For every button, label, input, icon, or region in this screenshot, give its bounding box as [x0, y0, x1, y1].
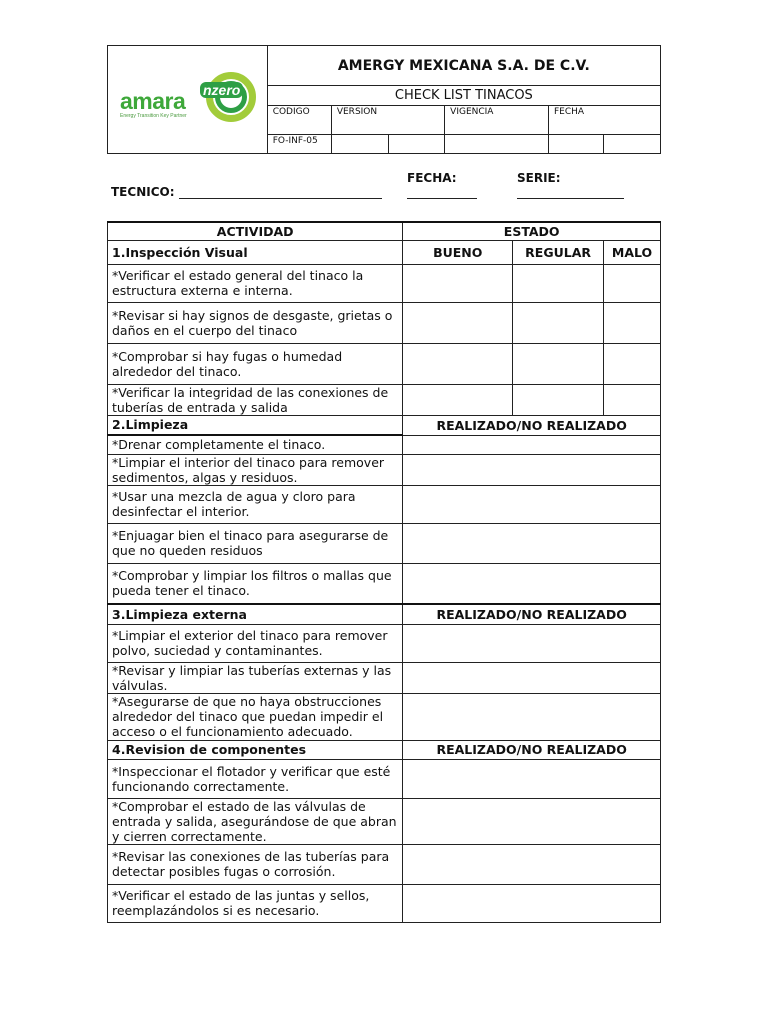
codigo-label: CODIGO: [267, 106, 331, 135]
table-row: [108, 454, 661, 485]
checklist-table: [107, 221, 661, 923]
realizado-cell[interactable]: [403, 662, 661, 693]
malo-cell[interactable]: [604, 343, 661, 384]
activity-text: *Comprobar si hay fugas o humedad alrededor del tinaco.: [108, 343, 403, 384]
activity-text: *Inspeccionar el flotador y verificar que esté funcionando correctamente.: [108, 759, 403, 798]
bueno-cell[interactable]: [403, 343, 513, 384]
realizado-cell[interactable]: [403, 693, 661, 740]
fecha-value-1[interactable]: [548, 135, 604, 154]
activity-text: *Verificar el estado de las juntas y sellos, reemplazándolos si es necesario.: [108, 884, 403, 922]
realizado-header: REALIZADO/NO REALIZADO: [403, 740, 661, 759]
serie-field-label: SERIE:: [517, 171, 561, 185]
realizado-cell[interactable]: [403, 454, 661, 485]
logo-tagline: Energy Transition Key Partner: [120, 113, 187, 119]
regular-cell[interactable]: [513, 384, 604, 415]
bueno-cell[interactable]: [403, 302, 513, 343]
activity-text: *Limpiar el interior del tinaco para remover sedimentos, algas y residuos.: [108, 454, 403, 485]
table-row: [108, 798, 661, 844]
realizado-cell[interactable]: [403, 485, 661, 523]
codigo-value: FO-INF-05: [267, 135, 331, 154]
realizado-cell[interactable]: [403, 884, 661, 922]
fecha-value-2[interactable]: [604, 135, 661, 154]
regular-cell[interactable]: [513, 302, 604, 343]
table-row: [108, 693, 661, 740]
table-row: [108, 264, 661, 302]
activity-text: *Drenar completamente el tinaco.: [108, 435, 403, 454]
table-row: [108, 884, 661, 922]
activity-text: *Comprobar el estado de las válvulas de entrada y salida, asegurándose de que abran y cierren correctamente.: [108, 798, 403, 844]
section-title-inspeccion: 1.Inspección Visual: [108, 240, 403, 264]
company-logo: [118, 72, 268, 130]
vigencia-label: VIGENCIA: [445, 106, 549, 135]
activity-text: *Revisar si hay signos de desgaste, grietas o daños en el cuerpo del tinaco: [108, 302, 403, 343]
estado-header: ESTADO: [403, 222, 661, 240]
table-row: [108, 485, 661, 523]
table-row: [108, 563, 661, 604]
realizado-cell[interactable]: [403, 798, 661, 844]
table-row: [108, 662, 661, 693]
logo-brand-text: amara: [120, 88, 186, 114]
table-row: [108, 624, 661, 662]
activity-text: *Revisar las conexiones de las tuberías para detectar posibles fugas o corrosión.: [108, 844, 403, 884]
regular-cell[interactable]: [513, 343, 604, 384]
activity-text: *Verificar la integridad de las conexiones de tuberías de entrada y salida: [108, 384, 403, 415]
activity-text: *Enjuagar bien el tinaco para asegurarse de que no queden residuos: [108, 523, 403, 563]
table-row: [108, 302, 661, 343]
serie-input-line[interactable]: [517, 184, 624, 199]
table-row: [108, 384, 661, 415]
realizado-cell[interactable]: [403, 563, 661, 604]
actividad-header: ACTIVIDAD: [108, 222, 403, 240]
fecha-input-line[interactable]: [407, 184, 477, 199]
activity-text: *Comprobar y limpiar los filtros o mallas que pueda tener el tinaco.: [108, 563, 403, 604]
activity-text: *Usar una mezcla de agua y cloro para desinfectar el interior.: [108, 485, 403, 523]
malo-cell[interactable]: [604, 302, 661, 343]
version-label: VERSION: [331, 106, 444, 135]
realizado-cell[interactable]: [403, 759, 661, 798]
table-row: [108, 343, 661, 384]
regular-cell[interactable]: [513, 264, 604, 302]
bueno-cell[interactable]: [403, 384, 513, 415]
realizado-header: REALIZADO/NO REALIZADO: [403, 604, 661, 624]
section-title-limpieza: 2.Limpieza: [108, 415, 403, 435]
activity-text: *Asegurarse de que no haya obstrucciones alrededor del tinaco que puedan impedir el acceso o el funcionamiento adecuado.: [108, 693, 403, 740]
table-row: [108, 844, 661, 884]
fecha-label: FECHA: [548, 106, 660, 135]
table-row: [108, 759, 661, 798]
realizado-cell[interactable]: [403, 624, 661, 662]
vigencia-value[interactable]: [445, 135, 549, 154]
realizado-cell[interactable]: [403, 435, 661, 454]
fecha-field-label: FECHA:: [407, 171, 457, 185]
document-header: [107, 45, 661, 154]
logo-cell: [108, 46, 268, 154]
version-value-2[interactable]: [388, 135, 445, 154]
section-title-limpieza-externa: 3.Limpieza externa: [108, 604, 403, 624]
realizado-cell[interactable]: [403, 844, 661, 884]
malo-header: MALO: [604, 240, 661, 264]
activity-text: *Revisar y limpiar las tuberías externas y las válvulas.: [108, 662, 403, 693]
activity-text: *Verificar el estado general del tinaco la estructura externa e interna.: [108, 264, 403, 302]
tecnico-input-line[interactable]: [179, 184, 382, 199]
regular-header: REGULAR: [513, 240, 604, 264]
section-title-revision: 4.Revision de componentes: [108, 740, 403, 759]
bueno-cell[interactable]: [403, 264, 513, 302]
malo-cell[interactable]: [604, 384, 661, 415]
version-value-1[interactable]: [331, 135, 388, 154]
document-title: CHECK LIST TINACOS: [267, 86, 660, 106]
table-row: [108, 435, 661, 454]
activity-text: *Limpiar el exterior del tinaco para remover polvo, suciedad y contaminantes.: [108, 624, 403, 662]
malo-cell[interactable]: [604, 264, 661, 302]
bueno-header: BUENO: [403, 240, 513, 264]
logo-suffix: nzero: [200, 82, 243, 98]
realizado-header: REALIZADO/NO REALIZADO: [403, 415, 661, 435]
tecnico-field-label: TECNICO:: [111, 185, 175, 199]
company-name: AMERGY MEXICANA S.A. DE C.V.: [267, 46, 660, 86]
table-row: [108, 523, 661, 563]
realizado-cell[interactable]: [403, 523, 661, 563]
